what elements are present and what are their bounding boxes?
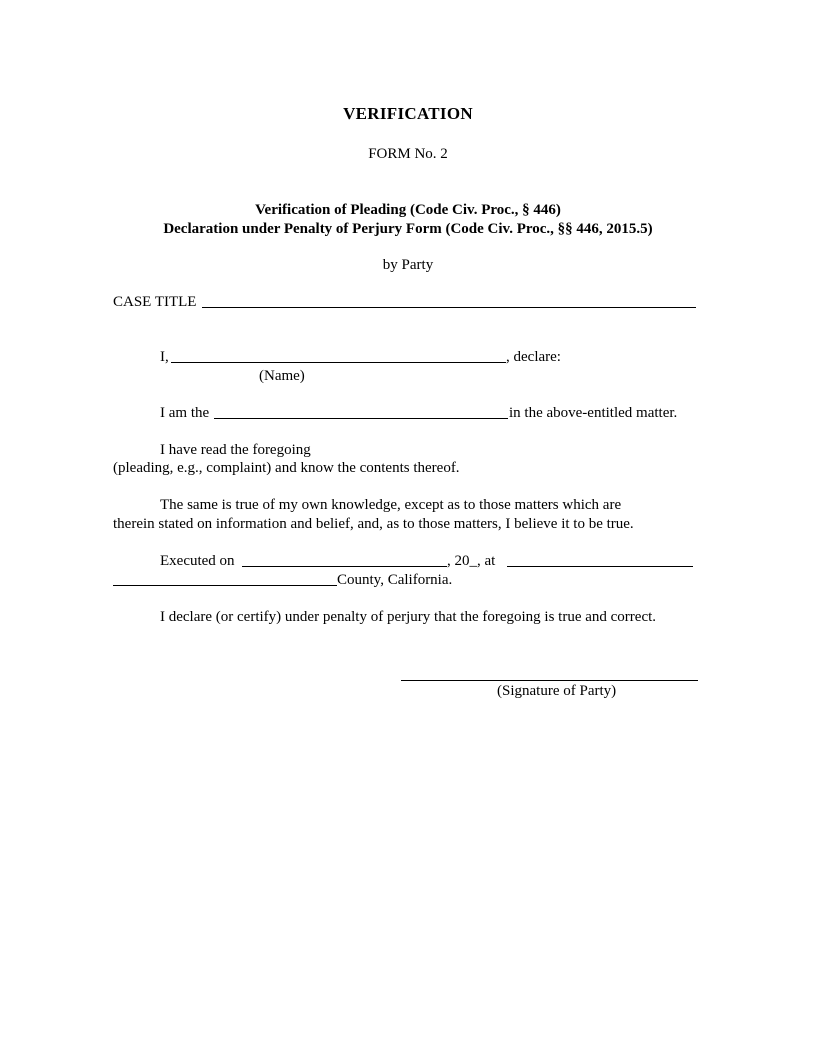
signature-caption: (Signature of Party) <box>497 683 617 699</box>
role-prefix: I am the <box>160 405 210 421</box>
declare-suffix: , declare: <box>506 349 561 365</box>
form-number: FORM No. 2 <box>368 146 448 162</box>
declare-prefix: I, <box>160 349 169 365</box>
execution-year-text: , 20_, at <box>447 553 496 569</box>
execution-county-field[interactable] <box>113 585 337 586</box>
subtitle-declaration-under-penalty: Declaration under Penalty of Perjury Form (Code Civ. Proc., §§ 446, 2015.5) <box>163 221 653 237</box>
document-title: VERIFICATION <box>343 104 473 123</box>
execution-city-field[interactable] <box>507 566 693 567</box>
read-statement-line2: (pleading, e.g., complaint) and know the contents thereof. <box>113 460 460 476</box>
role-suffix: in the above-entitled matter. <box>509 405 678 421</box>
execution-date-field[interactable] <box>242 566 447 567</box>
by-party-label: by Party <box>382 257 434 273</box>
subtitle-verification-of-pleading: Verification of Pleading (Code Civ. Proc., § 446) <box>255 202 561 218</box>
executed-prefix: Executed on <box>160 553 235 569</box>
county-suffix: County, California. <box>337 572 453 588</box>
truth-statement-line1: The same is true of my own knowledge, except as to those matters which are <box>160 497 622 513</box>
truth-statement-line2: therein stated on information and belief, and, as to those matters, I believe it to be true. <box>113 516 634 532</box>
party-role-field[interactable] <box>214 418 508 419</box>
read-statement-line1: I have read the foregoing <box>160 442 311 458</box>
signature-line[interactable] <box>401 680 698 681</box>
penalty-statement: I declare (or certify) under penalty of perjury that the foregoing is true and correct. <box>160 609 657 625</box>
case-title-field[interactable] <box>202 307 696 308</box>
name-caption: (Name) <box>259 368 305 384</box>
declarant-name-field[interactable] <box>171 362 506 363</box>
case-title-label: CASE TITLE <box>113 294 197 310</box>
